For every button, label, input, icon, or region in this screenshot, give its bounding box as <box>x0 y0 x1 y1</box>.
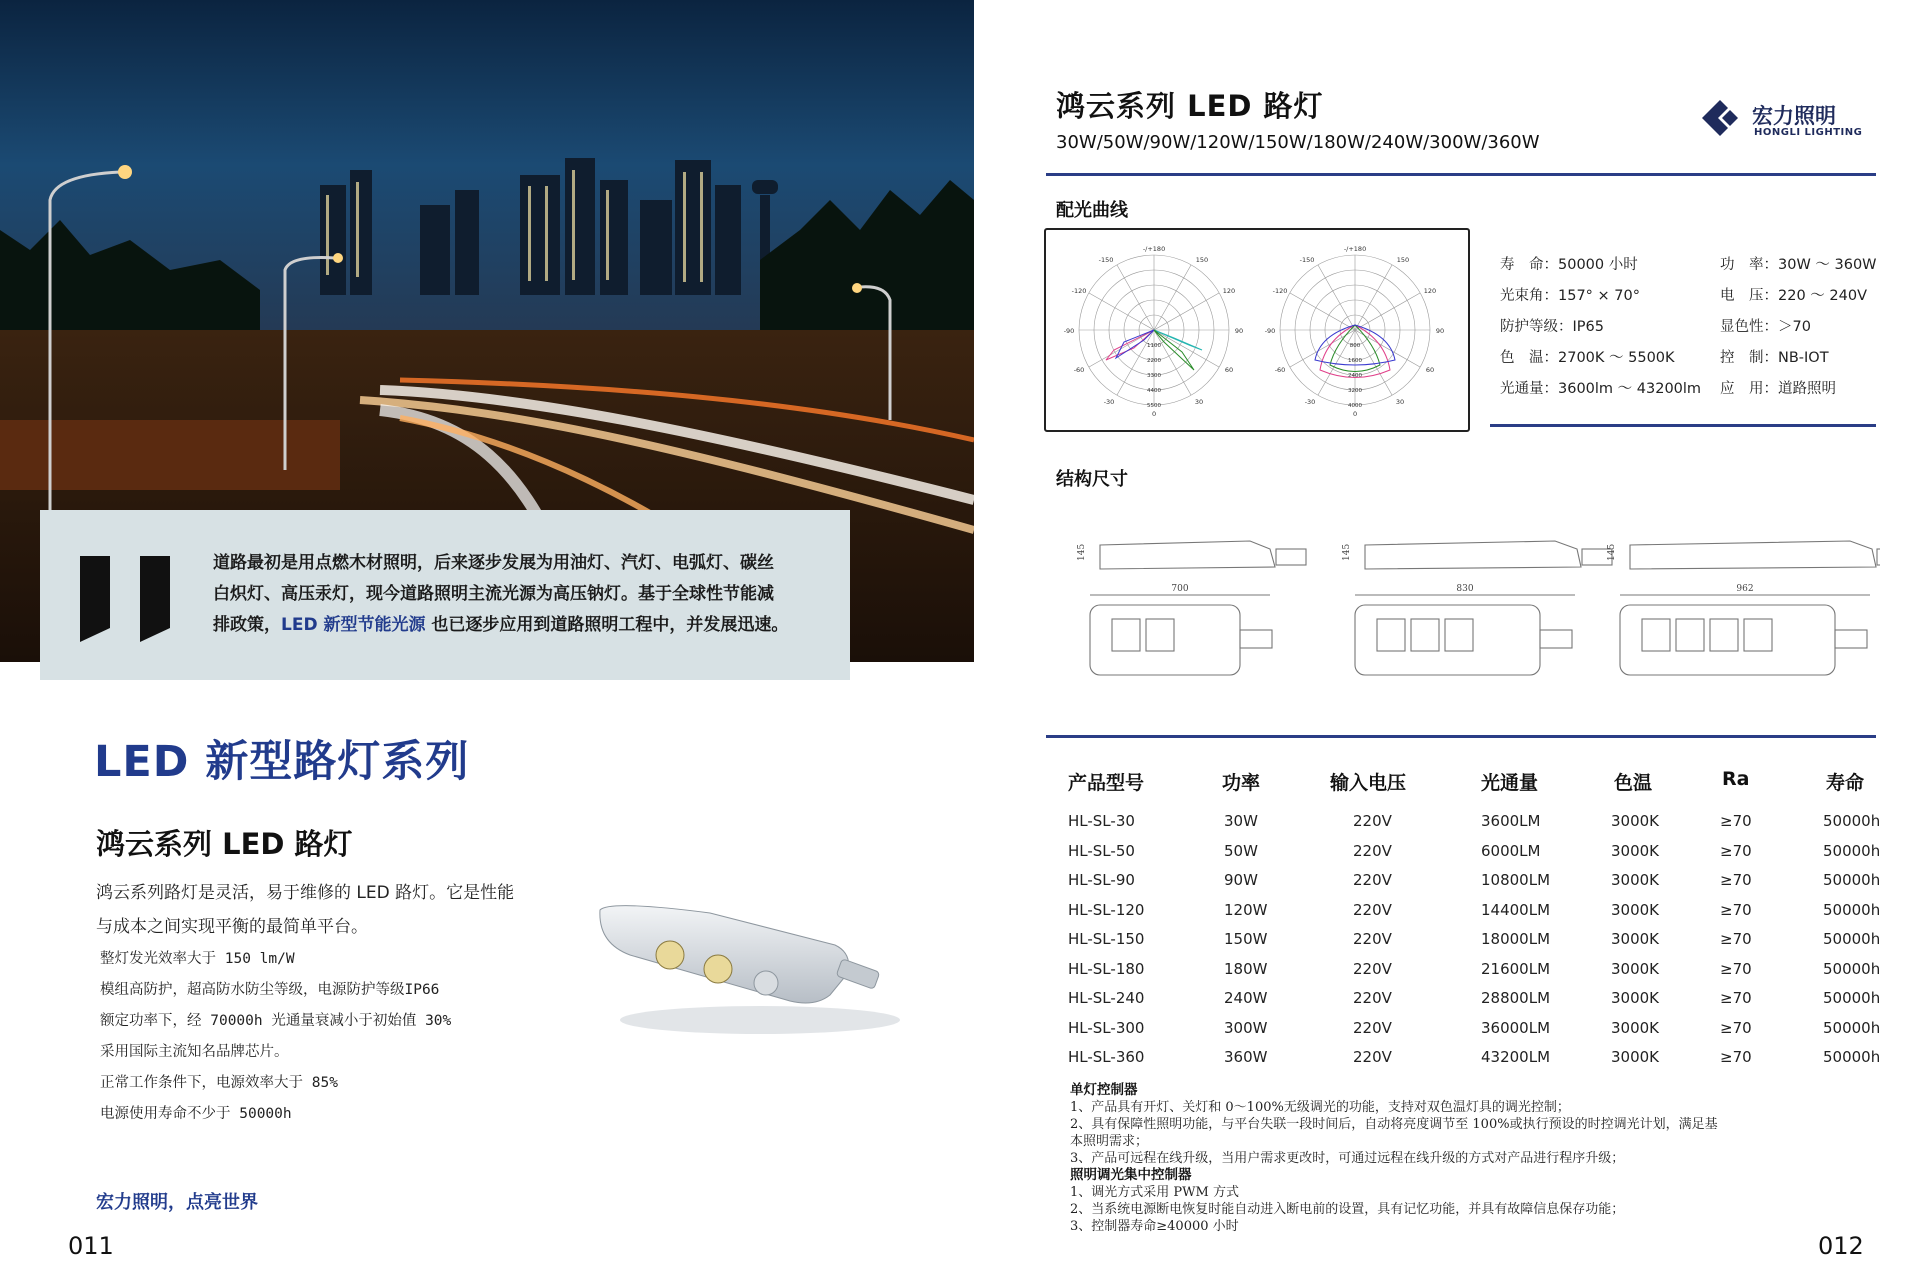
dim-width: 700 <box>1171 584 1189 594</box>
page-number-right: 012 <box>1818 1232 1864 1260</box>
spec-value: 50000 小时 <box>1558 257 1638 273</box>
power-range-subtitle: 30W/50W/90W/120W/150W/180W/240W/300W/360W <box>1056 132 1540 153</box>
spec-value: 道路照明 <box>1778 381 1836 397</box>
table-cell: 30W <box>1224 812 1258 830</box>
dimension-drawings <box>1060 515 1880 705</box>
table-cell: 10800LM <box>1481 871 1551 889</box>
polar-label: -/+180 <box>1343 245 1367 253</box>
table-cell: ≥70 <box>1720 930 1752 948</box>
polar-label: -90 <box>1264 327 1276 335</box>
table-cell: 220V <box>1353 812 1392 830</box>
polar-ring: 2200 <box>1147 358 1161 364</box>
section-light-distribution: 配光曲线 <box>1056 200 1128 221</box>
table-cell: 50000h <box>1823 930 1881 948</box>
table-cell: HL-SL-360 <box>1068 1048 1145 1066</box>
table-cell: 28800LM <box>1481 989 1551 1007</box>
spec-item <box>1720 377 1836 398</box>
col-header-power: 功率 <box>1222 772 1261 794</box>
table-cell: 3600LM <box>1481 812 1541 830</box>
polar-label: -120 <box>1272 287 1288 295</box>
polar-ring: 3200 <box>1348 388 1362 394</box>
polar-label: 120 <box>1222 287 1236 295</box>
polar-label: -120 <box>1071 287 1087 295</box>
header-rule <box>1046 173 1876 176</box>
quote-mark-icon <box>140 556 170 628</box>
table-cell: 3000K <box>1611 900 1660 919</box>
polar-label: 0 <box>1352 410 1358 418</box>
polar-label: 90 <box>1234 327 1244 335</box>
polar-label: -30 <box>1304 398 1316 406</box>
table-cell: ≥70 <box>1720 1048 1752 1066</box>
polar-ring: 4400 <box>1147 388 1161 394</box>
feature-item: 采用国际主流知名品牌芯片。 <box>100 1044 289 1060</box>
note-line: 1、产品具有开灯、关灯和 0～100%无级调光的功能，支持对双色温灯具的调光控制； <box>1070 1100 1570 1115</box>
quote-line-3-end: 也已逐步应用到道路照明工程中，并发展迅速。 <box>425 615 789 635</box>
polar-label: 150 <box>1396 256 1410 264</box>
polar-label: 150 <box>1195 256 1209 264</box>
table-cell: 220V <box>1353 989 1392 1007</box>
table-cell: 90W <box>1224 871 1258 889</box>
quote-line-3 <box>213 610 853 641</box>
table-cell: ≥70 <box>1720 1018 1752 1037</box>
table-cell: 3000K <box>1611 871 1660 889</box>
spec-value: IP65 <box>1572 319 1604 335</box>
note-line: 3、产品可远程在线升级，当用户需求更改时，可通过远程在线升级的方式对产品进行程序升级； <box>1070 1151 1625 1166</box>
polar-label: -60 <box>1274 366 1286 374</box>
section-structure: 结构尺寸 <box>1056 469 1128 490</box>
polar-label: 60 <box>1224 366 1234 374</box>
polar-ring: 4000 <box>1348 403 1362 409</box>
spec-key: 显色性： <box>1720 319 1778 335</box>
table-cell: 3000K <box>1611 841 1660 860</box>
spec-key: 寿 命： <box>1500 257 1558 273</box>
street-light-product-image <box>590 895 910 1045</box>
table-cell: 50000h <box>1823 871 1881 889</box>
table-cell: HL-SL-150 <box>1068 930 1145 948</box>
table-cell: HL-SL-50 <box>1068 841 1135 860</box>
table-cell: HL-SL-30 <box>1068 812 1135 830</box>
right-product-title: 鸿云系列 LED 路灯 <box>1056 89 1324 123</box>
feature-item: 模组高防护，超高防水防尘等级，电源防护等级IP66 <box>100 982 440 998</box>
feature-item: 整灯发光效率大于 150 lm/W <box>100 951 295 967</box>
spec-key: 电 压： <box>1720 288 1778 304</box>
table-cell: 50000h <box>1823 1018 1881 1037</box>
table-cell: ≥70 <box>1720 871 1752 889</box>
feature-item: 电源使用寿命不少于 50000h <box>100 1106 292 1122</box>
spec-key: 防护等级： <box>1500 319 1573 335</box>
note-line: 2、具有保障性照明功能，与平台失联一段时间后，自动将亮度调节至 100%或执行预设的时控调光计划，满足基 <box>1070 1117 1718 1132</box>
table-cell: ≥70 <box>1720 841 1752 860</box>
table-cell: 360W <box>1224 1048 1268 1066</box>
polar-label: 120 <box>1423 287 1437 295</box>
table-cell: 36000LM <box>1481 1018 1551 1037</box>
polar-ring: 3300 <box>1147 373 1161 379</box>
note-line: 本照明需求； <box>1070 1134 1149 1149</box>
spec-value: 157° × 70° <box>1558 288 1640 304</box>
spec-key: 控 制： <box>1720 350 1778 366</box>
polar-label: -90 <box>1063 327 1075 335</box>
polar-ring: 5500 <box>1147 403 1161 409</box>
notes-heading-single: 单灯控制器 <box>1070 1082 1138 1098</box>
polar-label: 30 <box>1194 398 1204 406</box>
history-quote <box>213 548 853 641</box>
quote-highlight: LED 新型节能光源 <box>281 615 426 635</box>
table-cell: 3000K <box>1611 812 1660 830</box>
polar-ring: 800 <box>1349 343 1361 349</box>
table-cell: HL-SL-90 <box>1068 871 1135 889</box>
table-cell: 220V <box>1353 1018 1392 1037</box>
polar-label: 60 <box>1425 366 1435 374</box>
quote-line-1: 道路最初是用点燃木材照明，后来逐步发展为用油灯、汽灯、电弧灯、碳丝 <box>213 553 774 573</box>
table-cell: 50000h <box>1823 989 1881 1007</box>
table-cell: HL-SL-240 <box>1068 989 1145 1007</box>
col-header-cct: 色温 <box>1614 772 1653 794</box>
table-cell: 50000h <box>1823 1048 1881 1066</box>
table-cell: ≥70 <box>1720 959 1752 978</box>
note-line: 2、当系统电源断电恢复时能自动进入断电前的设置，具有记忆功能，并具有故障信息保存功能； <box>1070 1202 1625 1217</box>
table-cell: 6000LM <box>1481 841 1541 860</box>
spec-key: 功 率： <box>1720 257 1778 273</box>
polar-ring: 1100 <box>1147 343 1161 349</box>
polar-label: 30 <box>1395 398 1405 406</box>
spec-rule <box>1490 424 1876 427</box>
col-header-voltage: 输入电压 <box>1330 772 1407 794</box>
table-cell: ≥70 <box>1720 812 1752 830</box>
spec-key: 应 用： <box>1720 381 1778 397</box>
product-title: 鸿云系列 LED 路灯 <box>96 827 353 861</box>
page-number-left: 011 <box>68 1232 114 1260</box>
table-cell: 3000K <box>1611 1048 1660 1066</box>
spec-value: 3600lm ～ 43200lm <box>1558 381 1702 397</box>
quote-line-3-start: 排政策， <box>213 615 281 635</box>
table-cell: 220V <box>1353 871 1392 889</box>
table-cell: 220V <box>1353 930 1392 948</box>
spec-key: 色 温： <box>1500 350 1558 366</box>
spec-item <box>1720 284 1867 305</box>
note-line: 3、控制器寿命≥40000 小时 <box>1070 1219 1239 1234</box>
feature-item: 正常工作条件下，电源效率大于 85% <box>100 1075 338 1091</box>
spec-value: 220 ～ 240V <box>1778 288 1867 304</box>
table-cell: ≥70 <box>1720 989 1752 1007</box>
table-cell: 50000h <box>1823 959 1881 978</box>
spec-item <box>1500 284 1640 305</box>
table-cell: 300W <box>1224 1018 1268 1037</box>
table-cell: 50000h <box>1823 900 1881 919</box>
table-cell: 120W <box>1224 900 1268 919</box>
quote-mark-icon <box>80 556 110 628</box>
col-header-model: 产品型号 <box>1068 772 1145 794</box>
table-cell: 14400LM <box>1481 900 1551 919</box>
polar-label: 0 <box>1151 410 1157 418</box>
slogan: 宏力照明，点亮世界 <box>96 1192 258 1213</box>
table-top-rule <box>1046 735 1876 738</box>
brand-name-cn: 宏力照明 <box>1752 104 1836 128</box>
hongli-logo-icon <box>1700 98 1740 138</box>
polar-ring: 1600 <box>1348 358 1362 364</box>
table-cell: 3000K <box>1611 1018 1660 1037</box>
feature-item: 额定功率下，经 70000h 光通量衰减小于初始值 30% <box>100 1013 452 1029</box>
dim-width: 830 <box>1456 584 1474 594</box>
table-cell: 240W <box>1224 989 1268 1007</box>
table-cell: 220V <box>1353 1048 1392 1066</box>
table-cell: 220V <box>1353 841 1392 860</box>
dim-width: 962 <box>1736 584 1754 594</box>
dim-height: 145 <box>1077 543 1087 561</box>
table-cell: 21600LM <box>1481 959 1551 978</box>
col-header-ra: Ra <box>1722 768 1750 790</box>
spec-item <box>1720 253 1877 274</box>
table-cell: 150W <box>1224 930 1268 948</box>
spec-key: 光束角： <box>1500 288 1558 304</box>
note-line: 1、调光方式采用 PWM 方式 <box>1070 1185 1239 1200</box>
spec-value: 30W ～ 360W <box>1778 257 1877 273</box>
spec-value: NB-IOT <box>1778 350 1829 366</box>
table-cell: 50W <box>1224 841 1258 860</box>
polar-label: -60 <box>1073 366 1085 374</box>
table-cell: 3000K <box>1611 930 1660 948</box>
polar-label: -150 <box>1299 256 1315 264</box>
polar-diagrams <box>1046 230 1466 426</box>
dim-height: 145 <box>1342 543 1352 561</box>
polar-ring: 2400 <box>1348 373 1362 379</box>
table-cell: 3000K <box>1611 989 1660 1007</box>
table-cell: 220V <box>1353 900 1392 919</box>
table-cell: 50000h <box>1823 841 1881 860</box>
spec-key: 光通量： <box>1500 381 1558 397</box>
spec-item <box>1720 315 1811 336</box>
spec-item <box>1720 346 1829 367</box>
intro-line-1: 鸿云系列路灯是灵活，易于维修的 LED 路灯。它是性能 <box>96 883 515 903</box>
table-cell: HL-SL-120 <box>1068 900 1145 919</box>
table-cell: HL-SL-300 <box>1068 1018 1145 1037</box>
brand-name-en: HONGLI LIGHTING <box>1754 127 1863 138</box>
spec-item <box>1500 315 1604 336</box>
table-cell: 3000K <box>1611 959 1660 978</box>
intro-line-2: 与成本之间实现平衡的最简单平台。 <box>96 917 368 937</box>
notes-heading-central: 照明调光集中控制器 <box>1070 1167 1192 1183</box>
quote-line-2: 白炽灯、高压汞灯，现今道路照明主流光源为高压钠灯。基于全球性节能减 <box>213 584 774 604</box>
spec-value: ＞70 <box>1778 319 1811 335</box>
polar-label: 90 <box>1435 327 1445 335</box>
polar-label: -/+180 <box>1142 245 1166 253</box>
spec-item <box>1500 253 1638 274</box>
table-cell: HL-SL-180 <box>1068 959 1145 978</box>
polar-label: -30 <box>1103 398 1115 406</box>
table-cell: 50000h <box>1823 812 1881 830</box>
table-cell: 180W <box>1224 959 1268 978</box>
col-header-flux: 光通量 <box>1481 772 1539 794</box>
table-cell: 220V <box>1353 959 1392 978</box>
table-cell: ≥70 <box>1720 900 1752 919</box>
polar-label: -150 <box>1098 256 1114 264</box>
col-header-life: 寿命 <box>1826 772 1865 794</box>
dim-height: 145 <box>1607 543 1617 561</box>
spec-item <box>1500 377 1701 398</box>
series-title: LED 新型路灯系列 <box>94 737 470 787</box>
spec-item <box>1500 346 1675 367</box>
table-cell: 18000LM <box>1481 930 1551 948</box>
table-cell: 43200LM <box>1481 1048 1551 1066</box>
spec-value: 2700K ～ 5500K <box>1558 350 1675 366</box>
